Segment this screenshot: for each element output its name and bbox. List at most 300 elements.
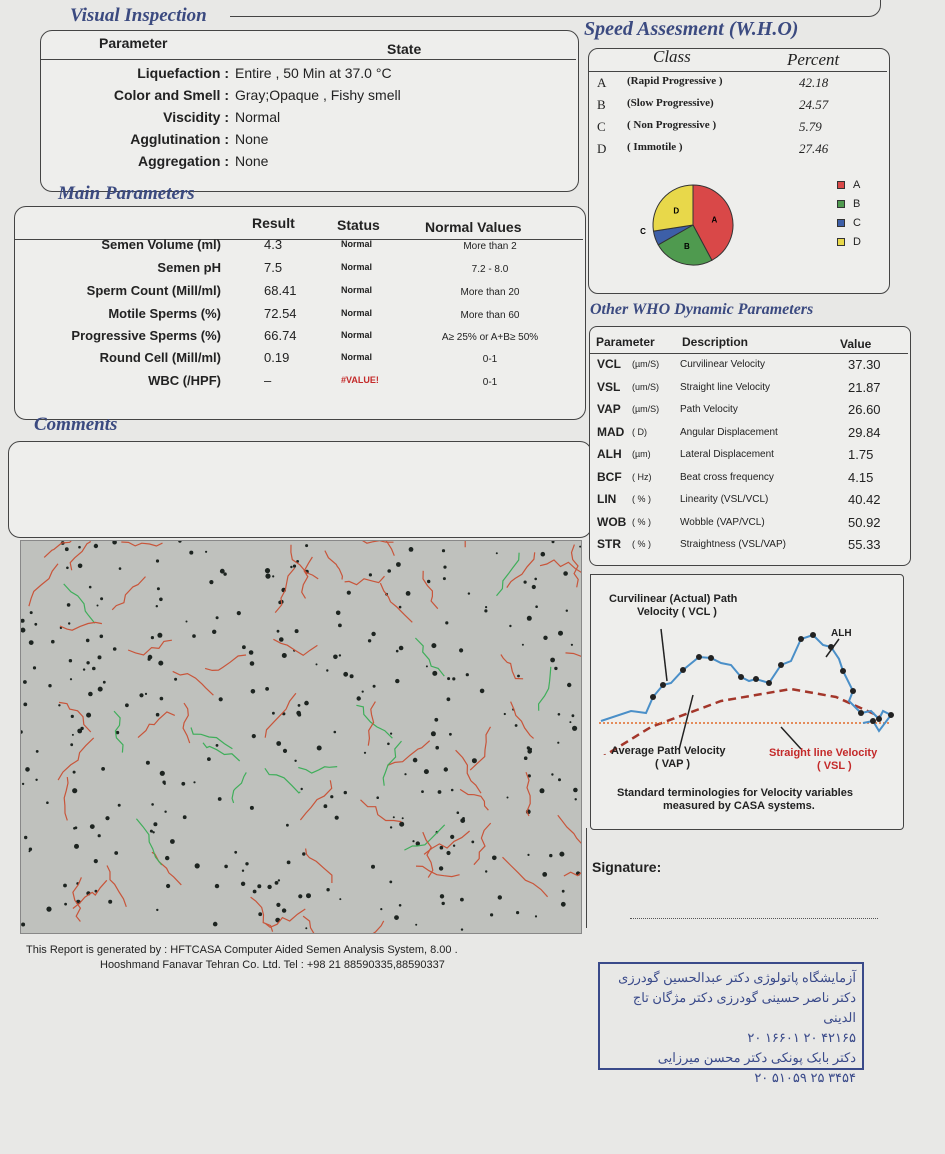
mp-row-status: Normal	[341, 239, 373, 249]
sperm-head	[21, 923, 25, 927]
sperm-head	[295, 629, 299, 633]
who-row	[590, 425, 908, 445]
sperm-head	[46, 801, 49, 804]
speed-row	[589, 119, 887, 139]
sperm-head	[306, 893, 311, 898]
sperm-head	[421, 790, 424, 793]
sperm-head	[287, 861, 291, 865]
sperm-head	[67, 603, 71, 607]
sperm-head	[218, 797, 222, 801]
sperm-head	[156, 909, 158, 911]
sperm-head	[156, 713, 160, 717]
sperm-head	[424, 769, 429, 774]
comments-title: Comments	[34, 414, 118, 435]
who-row-code: MAD	[597, 424, 625, 439]
stamp-line-2: دکتر ناصر حسینی گودرزی دکتر مژگان تاج الدینی	[632, 990, 856, 1025]
sperm-head	[380, 908, 382, 910]
sperm-head	[409, 547, 414, 552]
speed-assessment-box	[588, 48, 890, 294]
sperm-track	[456, 750, 481, 793]
sperm-head	[290, 566, 292, 568]
sperm-head	[558, 778, 561, 781]
sperm-head	[524, 756, 528, 760]
sperm-head	[153, 822, 157, 826]
sperm-head	[516, 911, 519, 914]
legend-swatch	[837, 181, 845, 189]
sperm-head	[178, 541, 181, 543]
mp-row-normal: A≥ 25% or A+B≥ 50%	[441, 332, 539, 343]
sperm-head	[46, 907, 51, 912]
mp-row	[15, 306, 583, 326]
vsl-label-1: Straight line Velocity	[769, 747, 878, 759]
mp-row	[15, 283, 583, 303]
who-row	[590, 447, 908, 467]
sperm-head	[207, 757, 211, 761]
sperm-head	[272, 575, 274, 577]
sperm-head	[48, 684, 51, 687]
sperm-head	[566, 610, 568, 612]
who-row-desc: Straightness (VSL/VAP)	[680, 539, 786, 550]
mp-row-normal: More than 60	[460, 310, 520, 321]
sperm-track	[501, 655, 523, 679]
sperm-head	[350, 674, 354, 678]
sperm-head	[406, 591, 411, 596]
who-row-unit: (µm/S)	[632, 404, 660, 414]
sperm-head	[442, 549, 445, 552]
sperm-head	[439, 866, 443, 870]
mp-row-status: Normal	[341, 330, 373, 340]
vi-row-label: Color and Smell :	[113, 87, 229, 103]
mp-row-status: Normal	[341, 285, 373, 295]
speed-assessment-title: Speed Assesment (W.H.O)	[584, 18, 799, 40]
sperm-track	[460, 789, 488, 810]
sperm-head	[86, 661, 89, 664]
sperm-head	[83, 668, 85, 670]
sperm-head	[468, 592, 470, 594]
sperm-head	[317, 746, 322, 751]
sperm-track	[60, 622, 102, 630]
legend-label: D	[853, 236, 861, 248]
sperm-head	[550, 658, 555, 663]
legend-swatch	[837, 219, 845, 227]
who-row-unit: ( % )	[632, 539, 651, 549]
sperm-head	[534, 578, 537, 581]
sperm-head	[444, 767, 448, 771]
speed-row	[589, 141, 887, 161]
sperm-head	[23, 703, 27, 707]
sperm-track	[465, 541, 478, 547]
sperm-head	[71, 715, 74, 718]
sperm-head	[527, 616, 532, 621]
who-row	[590, 402, 908, 422]
sperm-head	[459, 648, 463, 652]
sperm-head	[164, 811, 166, 813]
sperm-track	[361, 800, 402, 822]
sperm-head	[100, 597, 103, 600]
who-row-code: LIN	[597, 492, 617, 506]
sperm-head	[357, 696, 361, 700]
mp-row-result: 0.19	[264, 350, 290, 365]
sperm-head	[326, 669, 328, 671]
sperm-track	[183, 703, 190, 743]
sperm-head	[21, 730, 23, 733]
sperm-head	[98, 655, 102, 659]
sperm-track	[511, 702, 534, 739]
sperm-tracks-overlay	[21, 541, 581, 933]
sperm-head	[515, 724, 518, 727]
sperm-track	[558, 815, 581, 854]
sperm-head	[298, 894, 302, 898]
sperm-head	[399, 606, 402, 609]
sperm-track	[300, 780, 331, 820]
sperm-track	[265, 693, 296, 738]
mp-row-label: Progressive Sperms (%)	[71, 328, 221, 343]
sperm-head	[573, 788, 578, 793]
sperm-head	[35, 779, 37, 781]
sperm-head	[94, 544, 98, 548]
sperm-head	[504, 713, 506, 715]
mp-row-normal: 7.2 - 8.0	[471, 264, 509, 275]
other-who-title: Other WHO Dynamic Parameters	[590, 301, 814, 318]
sperm-head	[164, 783, 166, 785]
sperm-head	[242, 870, 244, 872]
sperm-head	[390, 826, 392, 828]
vcl-dot	[850, 688, 856, 694]
vi-row	[41, 131, 268, 147]
who-row-value: 40.42	[848, 492, 881, 507]
mp-row-normal: More than 20	[460, 287, 520, 298]
who-row-value: 50.92	[848, 514, 881, 530]
mp-row-result: 72.54	[264, 306, 297, 321]
main-parameters-box	[14, 206, 586, 420]
sperm-head	[435, 746, 439, 750]
mp-row-status: Normal	[341, 262, 373, 272]
sperm-head	[561, 902, 566, 907]
sperm-head	[283, 749, 287, 753]
sperm-head	[183, 815, 187, 819]
sperm-head	[51, 640, 55, 644]
sperm-head	[65, 547, 69, 551]
who-row-desc: Path Velocity	[680, 404, 738, 415]
mp-row	[15, 350, 583, 370]
sperm-head	[66, 567, 69, 570]
sperm-track	[121, 542, 162, 546]
sperm-head	[333, 655, 338, 660]
sperm-head	[472, 758, 477, 763]
who-row-code: VCL	[597, 357, 621, 371]
sperm-head	[524, 581, 527, 584]
vcl-dot	[778, 662, 784, 668]
speed-header-class: Class	[653, 47, 691, 66]
sperm-head	[541, 552, 546, 557]
vi-row	[41, 153, 268, 169]
vi-row	[41, 65, 392, 81]
sperm-head	[156, 559, 159, 562]
sperm-head	[442, 902, 445, 905]
speed-row-letter: D	[597, 141, 607, 156]
sperm-track	[345, 576, 385, 585]
who-row	[590, 470, 908, 490]
vi-row-value: None	[235, 153, 269, 169]
who-row-code: BCF	[597, 469, 622, 484]
speed-row-name: ( Immotile )	[627, 141, 683, 153]
sperm-head	[73, 771, 76, 774]
legend-label: B	[853, 198, 861, 210]
sperm-head	[368, 639, 371, 642]
who-row	[590, 380, 908, 400]
who-row-desc: Linearity (VSL/VCL)	[680, 494, 769, 505]
vi-header-parameter: Parameter	[99, 35, 168, 51]
sperm-track	[58, 738, 94, 780]
sperm-head	[559, 852, 564, 857]
speed-header-divider	[589, 71, 887, 72]
sperm-track	[416, 866, 460, 877]
sperm-head	[305, 544, 308, 547]
who-row-value: 21.87	[848, 379, 881, 395]
sperm-head	[447, 697, 451, 701]
sperm-head	[396, 562, 401, 567]
speed-row	[589, 97, 887, 117]
speed-row	[589, 75, 887, 95]
sperm-head	[301, 788, 303, 790]
sperm-head	[579, 546, 581, 548]
sperm-track	[423, 571, 438, 609]
sperm-head	[440, 894, 444, 898]
sperm-track	[112, 577, 145, 610]
sperm-head	[426, 665, 428, 667]
sperm-track	[232, 772, 246, 803]
sperm-head	[242, 645, 246, 649]
sperm-head	[98, 687, 103, 692]
sperm-head	[293, 565, 296, 568]
sperm-head	[509, 625, 511, 627]
sperm-head	[114, 851, 118, 855]
vcl-dot	[858, 710, 864, 716]
sperm-head	[431, 643, 436, 648]
mp-row	[15, 237, 583, 257]
stamp-line-1: آزمایشگاه پاتولوژی دکتر عبدالحسین گودرزی	[618, 970, 856, 985]
sperm-head	[170, 839, 175, 844]
lab-stamp	[598, 962, 864, 1085]
sperm-head	[339, 898, 341, 900]
sperm-head	[452, 677, 455, 680]
sperm-head	[278, 879, 280, 881]
sperm-head	[393, 816, 395, 818]
sperm-head	[457, 811, 460, 814]
diagram-caption-2: measured by CASA systems.	[663, 800, 815, 812]
vi-row-value: Gray;Opaque , Fishy smell	[235, 87, 401, 103]
who-row-unit: ( % )	[632, 494, 651, 504]
who-row-unit: ( D)	[632, 426, 647, 437]
sperm-track	[424, 831, 470, 854]
who-row-desc: Straight line Velocity	[680, 381, 771, 393]
sperm-head	[336, 611, 341, 616]
sperm-head	[440, 846, 444, 850]
sperm-head	[216, 616, 219, 619]
sperm-head	[445, 621, 448, 624]
mp-row-label: Semen Volume (ml)	[101, 237, 221, 252]
sperm-track	[302, 557, 313, 598]
mp-row-status: Normal	[341, 352, 373, 362]
sperm-track	[526, 772, 530, 816]
vcl-dot	[798, 636, 804, 642]
vsl-label-2: ( VSL )	[817, 760, 852, 772]
sperm-track	[275, 568, 295, 613]
mp-row-result: 68.41	[264, 283, 297, 298]
sperm-head	[522, 644, 524, 646]
sperm-head	[399, 904, 402, 907]
sperm-head	[399, 822, 404, 827]
legend-item-d	[837, 236, 861, 255]
legend-label: A	[853, 179, 861, 191]
sperm-track	[191, 728, 232, 749]
sperm-head	[395, 679, 399, 683]
sperm-head	[558, 713, 561, 716]
who-row-code: STR	[597, 537, 621, 551]
sperm-track	[503, 857, 548, 897]
legend-swatch	[837, 238, 845, 246]
mp-header-status: Status	[337, 217, 380, 233]
sperm-head	[443, 566, 446, 569]
sperm-track	[566, 653, 582, 671]
sperm-head	[146, 761, 150, 765]
who-row	[590, 357, 908, 377]
sperm-head	[89, 586, 92, 589]
vcl-dot	[753, 676, 759, 682]
sperm-head	[466, 673, 469, 676]
vcl-dot	[810, 632, 816, 638]
who-row-unit: (um/S)	[632, 381, 659, 392]
sperm-head	[415, 924, 417, 926]
sperm-head	[21, 628, 25, 633]
speed-row-percent: 24.57	[799, 97, 829, 112]
sperm-head	[387, 743, 390, 746]
sperm-head	[272, 712, 275, 715]
sperm-head	[29, 640, 34, 645]
pie-legend	[837, 179, 861, 255]
sperm-head	[276, 903, 280, 907]
sperm-track	[358, 921, 384, 933]
vi-row	[41, 87, 401, 103]
who-row-code: VSL	[597, 379, 621, 394]
vcl-path	[601, 635, 891, 731]
vcl-dot	[870, 718, 876, 724]
vcl-label-1: Curvilinear (Actual) Path	[609, 593, 738, 605]
signature-label: Signature:	[592, 859, 662, 875]
vcl-dot	[680, 667, 686, 673]
sperm-head	[286, 824, 289, 827]
who-row-code: VAP	[597, 402, 621, 416]
who-row-unit: ( % )	[632, 516, 651, 527]
mp-row-result: –	[264, 373, 272, 388]
sperm-head	[575, 798, 577, 800]
sperm-head	[450, 835, 454, 839]
sperm-head	[402, 817, 404, 819]
who-row-value: 55.33	[848, 537, 881, 552]
who-header-value: Value	[840, 337, 872, 351]
sperm-head	[389, 881, 392, 884]
vcl-dot	[888, 712, 894, 718]
sperm-head	[215, 884, 219, 888]
sperm-head	[86, 639, 90, 643]
sperm-head	[339, 654, 341, 656]
sperm-track	[44, 541, 75, 557]
sperm-head	[480, 689, 485, 694]
sperm-track	[173, 671, 214, 695]
sperm-head	[250, 661, 255, 666]
sperm-head	[90, 824, 95, 829]
who-row-value: 37.30	[848, 357, 881, 372]
vi-row-value: None	[235, 131, 269, 147]
sperm-head	[98, 834, 101, 837]
sperm-head	[563, 571, 568, 576]
sperm-head	[160, 697, 164, 701]
sperm-head	[267, 885, 271, 889]
mp-row	[15, 328, 583, 348]
sperm-head	[567, 683, 571, 687]
sperm-head	[223, 572, 226, 575]
sperm-head	[213, 922, 218, 927]
sperm-head	[21, 619, 25, 623]
mp-row	[15, 373, 583, 393]
sperm-head	[517, 675, 520, 678]
who-row-desc: Curvilinear Velocity	[680, 359, 766, 370]
sperm-head	[25, 767, 30, 772]
sperm-head	[157, 587, 160, 590]
sperm-head	[219, 697, 223, 701]
sperm-head	[119, 567, 122, 570]
sperm-head	[181, 782, 185, 786]
sperm-head	[252, 734, 256, 738]
vcl-dot	[708, 655, 714, 661]
sperm-track	[325, 551, 343, 580]
sperm-head	[334, 731, 337, 734]
sperm-head	[166, 884, 170, 888]
sperm-head	[373, 685, 376, 688]
sperm-head	[460, 898, 464, 902]
who-header-description: Description	[682, 335, 749, 349]
vcl-dot	[840, 668, 846, 674]
who-row-value: 29.84	[848, 424, 881, 440]
sperm-head	[532, 585, 536, 589]
sperm-head	[265, 687, 269, 691]
sperm-head	[485, 870, 487, 872]
legend-item-a	[837, 179, 861, 198]
sperm-head	[189, 551, 193, 555]
sperm-track	[387, 741, 429, 766]
speed-row-letter: C	[597, 119, 606, 134]
sperm-track	[265, 768, 300, 793]
visual-inspection-title: Visual Inspection	[70, 5, 207, 26]
sperm-head	[94, 859, 98, 863]
sperm-head	[562, 890, 565, 893]
sperm-head	[507, 797, 509, 799]
sperm-head	[72, 788, 77, 793]
sperm-head	[460, 818, 465, 823]
who-row-code: ALH	[597, 447, 622, 461]
speed-row-letter: B	[597, 97, 606, 112]
other-who-box	[589, 326, 911, 566]
vi-row-label: Aggregation :	[138, 153, 229, 169]
speed-row-percent: 27.46	[799, 141, 829, 156]
sperm-track	[497, 553, 520, 596]
sperm-head	[205, 551, 207, 553]
sperm-head	[527, 854, 529, 856]
mp-row-result: 4.3	[264, 237, 283, 252]
diagram-caption-1: Standard terminologies for Velocity variables	[617, 787, 853, 799]
sperm-head	[74, 844, 79, 849]
sperm-head	[103, 681, 106, 684]
